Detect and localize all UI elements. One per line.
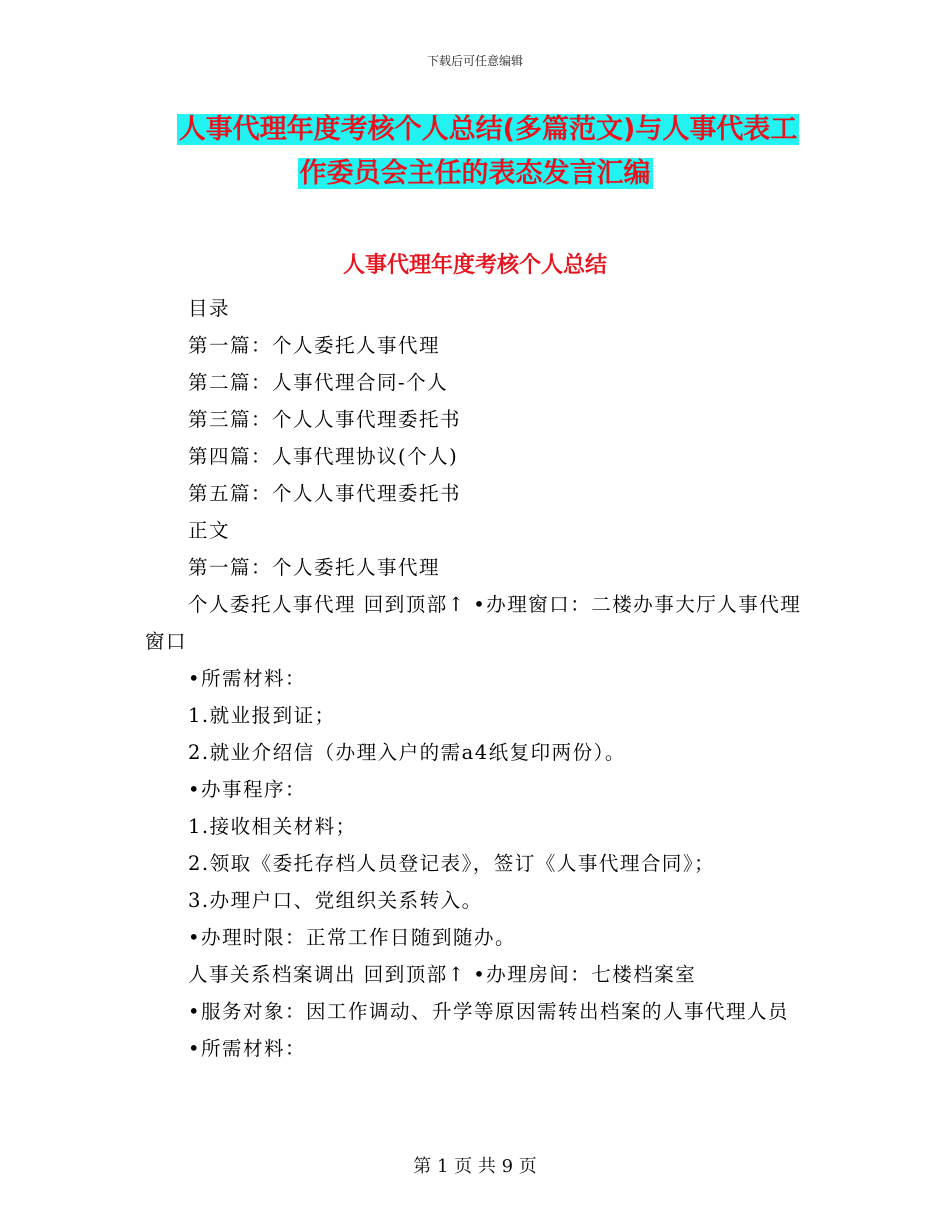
paragraph: •服务对象：因工作调动、升学等原因需转出档案的人事代理人员 xyxy=(188,1000,790,1023)
paragraph: •办理时限：正常工作日随到随办。 xyxy=(188,926,517,949)
paragraph: 个人委托人事代理 回到顶部↑ •办理窗口：二楼办事大厅人事代理窗口 xyxy=(145,593,802,653)
paragraph: •所需材料： xyxy=(188,1037,307,1060)
toc-heading: 目录 xyxy=(188,297,231,320)
paragraph: 1.接收相关材料； xyxy=(188,815,357,838)
toc-item: 第二篇：人事代理合同-个人 xyxy=(188,371,449,394)
paragraph: 3.办理户口、党组织关系转入。 xyxy=(188,889,483,912)
toc-item: 第一篇：个人委托人事代理 xyxy=(188,334,441,357)
page-footer: 第 1 页 共 9 页 xyxy=(413,1156,537,1177)
main-title-text-1: 人事代理年度考核个人总结(多篇范文)与人事代表工 xyxy=(178,114,798,145)
toc-item: 第四篇：人事代理协议(个人) xyxy=(188,445,459,468)
paragraph: 人事关系档案调出 回到顶部↑ •办理房间：七楼档案室 xyxy=(188,963,697,986)
paragraph: •办事程序： xyxy=(188,778,307,801)
toc-item: 第三篇：个人人事代理委托书 xyxy=(188,408,462,431)
paragraph: •所需材料： xyxy=(188,667,307,690)
paragraph: 2.领取《委托存档人员登记表》，签订《人事代理合同》； xyxy=(188,852,716,875)
main-title-line-2 xyxy=(0,158,950,190)
header-note: 下载后可任意编辑 xyxy=(426,54,523,68)
toc-item: 第五篇：个人人事代理委托书 xyxy=(188,482,462,505)
chapter-heading: 第一篇：个人委托人事代理 xyxy=(188,556,441,579)
document-body xyxy=(145,290,805,1067)
body-heading: 正文 xyxy=(188,519,231,542)
main-title-line-1 xyxy=(0,114,950,146)
paragraph: 2.就业介绍信（办理入户的需a4纸复印两份）。 xyxy=(188,741,626,764)
section-title: 人事代理年度考核个人总结 xyxy=(342,253,607,278)
main-title-text-2: 作委员会主任的表态发言汇编 xyxy=(299,158,651,189)
paragraph: 1.就业报到证； xyxy=(188,704,336,727)
